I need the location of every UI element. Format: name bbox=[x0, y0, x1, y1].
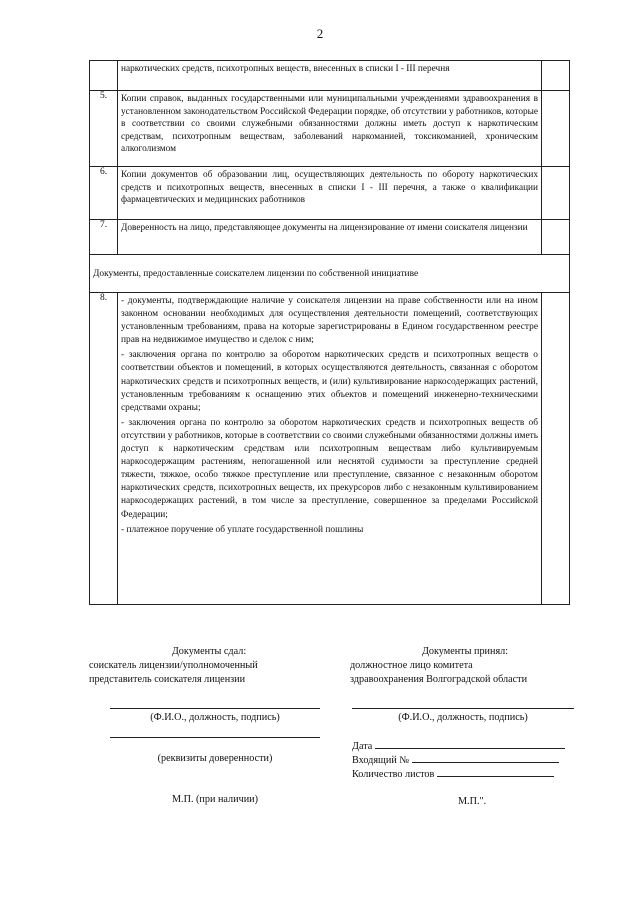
table-row bbox=[90, 293, 570, 605]
date-input-line bbox=[375, 738, 565, 749]
row-text: наркотических средств, психотропных веществ, внесенных в списки I - III перечня bbox=[121, 64, 450, 74]
table-row bbox=[90, 167, 570, 220]
row-text-cell bbox=[118, 61, 542, 91]
list-item: - документы, подтверждающие наличие у соискателя лицензии на праве собственности или на ином законном основании необходимых для осуществления деятельности помещений, соответствующих установленным требованиям, права на которые зарегистрированы в Едином государственном реестре прав на недвижимое имущество и сделок с ним; bbox=[121, 296, 538, 346]
row-mark-cell bbox=[542, 167, 570, 220]
row-mark-cell bbox=[542, 293, 570, 605]
section-header-cell bbox=[90, 255, 570, 293]
list-item: - заключения органа по контролю за оборотом наркотических средств и психотропных веществ об отсутствии у работников, которые в соответствии со своими служебными обязанностями должны иметь доступ к наркотическим средствам или психотропным веществам либо культивируемым наркосодержащим растениям, непогашенной или неснятой судимости за преступление средней тяжести, тяжкое, особо тяжкое преступление или преступление, связанное с незаконным оборотом наркотических средств, психотропных веществ, их прекурсоров либо с незаконным культивированием наркосодержащих растений, в том числе за преступление, совершенное за пределами Российской Федерации; bbox=[121, 417, 538, 520]
row-number: 8. bbox=[90, 293, 118, 605]
list-item: - заключения органа по контролю за оборотом наркотических средств и психотропных веществ о соответствии объектов и помещений, в которых осуществляются деятельность, связанная с оборотом наркотических средств и психотропных веществ, и (или) культивирование наркосодержащих растений, установленным требованиям к оснащению этих объектов и помещений инженерно-техническими средствами охраны; bbox=[121, 350, 538, 413]
left-stamp: М.П. (при наличии) bbox=[171, 794, 258, 805]
row-text-cell bbox=[118, 167, 542, 220]
incoming-label: Входящий № bbox=[352, 755, 410, 766]
left-line1: соискатель лицензии/уполномоченный bbox=[89, 660, 258, 671]
left-signature-line bbox=[110, 708, 320, 709]
left-sig-caption: (Ф.И.О., должность, подпись) bbox=[150, 712, 280, 723]
sheets-input-line bbox=[437, 766, 554, 777]
table-row bbox=[90, 220, 570, 255]
left-proxy-caption: (реквизиты доверенности) bbox=[157, 753, 273, 764]
sheets-label: Количество листов bbox=[352, 769, 435, 780]
row-text: Копии справок, выданных государственными или муниципальными учреждениями здравоохранения в установленном законодательством Российской Федерации порядке, об отсутствии у работников, которые в соответствии со своими служебными обязанностями должны иметь доступ к наркотическим средствам, психотропным веществам, заболеваний наркоманией, токсикоманией, хроническим алкоголизмом bbox=[121, 94, 538, 155]
row-text: Доверенность на лицо, представляющее документы на лицензирование от имени соискателя лицензии bbox=[121, 223, 528, 233]
right-line2: здравоохранения Волгоградской области bbox=[350, 674, 528, 685]
right-sig-caption: (Ф.И.О., должность, подпись) bbox=[398, 712, 528, 723]
documents-table bbox=[89, 60, 570, 605]
sheets-count-field bbox=[352, 766, 574, 781]
section-header: Документы, предоставленные соискателем лицензии по собственной инициативе bbox=[93, 268, 419, 279]
row-text: Копии документов об образовании лиц, осуществляющих деятельность по обороту наркотических средств и психотропных веществ, внесенных в списки I - III перечня, а также о квалификации фармацевтических и медицинских работников bbox=[121, 170, 538, 206]
section-header-row bbox=[90, 255, 570, 293]
left-proxy-line bbox=[110, 737, 320, 738]
row-number: 7. bbox=[90, 220, 118, 255]
right-title: Документы принял: bbox=[421, 646, 509, 657]
page-number: 2 bbox=[316, 26, 324, 41]
incoming-input-line bbox=[412, 752, 559, 763]
right-signature-line bbox=[352, 708, 574, 709]
row-number bbox=[90, 61, 118, 91]
row-mark-cell bbox=[542, 91, 570, 167]
row-mark-cell bbox=[542, 61, 570, 91]
right-stamp: М.П.". bbox=[458, 796, 487, 807]
row-text-cell bbox=[118, 293, 542, 605]
right-line1: должностное лицо комитета bbox=[350, 660, 473, 671]
row-text-cell bbox=[118, 91, 542, 167]
row-text-cell bbox=[118, 220, 542, 255]
row-number: 6. bbox=[90, 167, 118, 220]
table-row bbox=[90, 61, 570, 91]
list-item: - платежное поручение об уплате государственной пошлины bbox=[121, 524, 364, 535]
row-mark-cell bbox=[542, 220, 570, 255]
date-label: Дата bbox=[352, 741, 373, 752]
left-line2: представитель соискателя лицензии bbox=[89, 674, 246, 685]
row-number: 5. bbox=[90, 91, 118, 167]
left-title: Документы сдал: bbox=[171, 646, 247, 657]
table-row bbox=[90, 91, 570, 167]
